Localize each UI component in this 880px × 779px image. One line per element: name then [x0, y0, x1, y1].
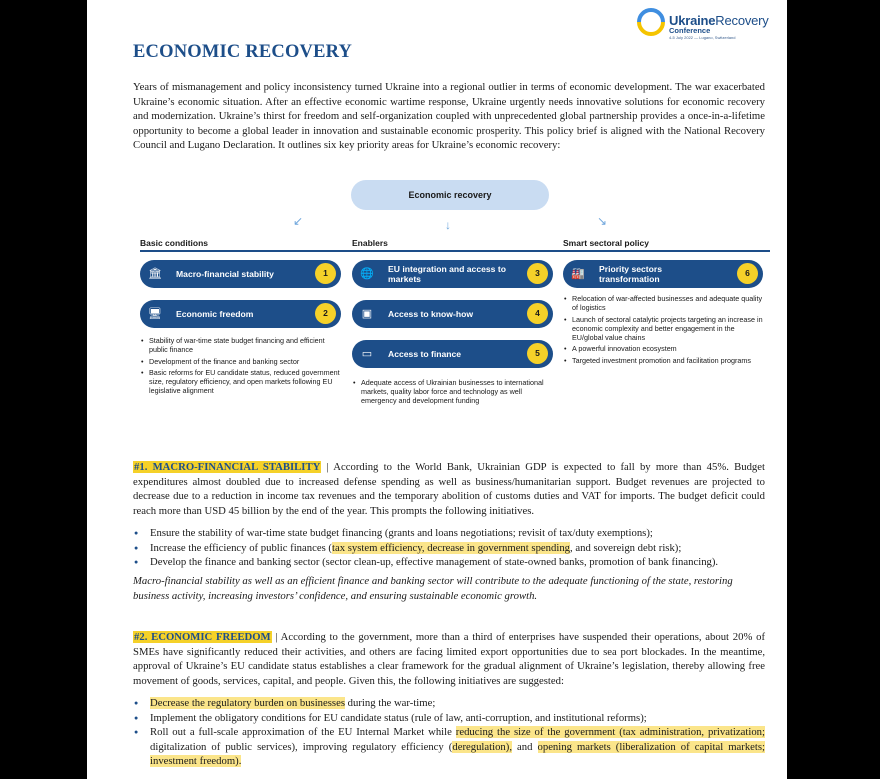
- highlighted-text: reducing the size of the government (tax administration, privatization;: [455, 726, 765, 739]
- list-item: • A powerful innovation ecosystem: [563, 344, 763, 353]
- text-fragment: Roll out a full-scale approximation of the EU Internal Market while: [150, 726, 456, 739]
- pill-access-to-know-how: [352, 300, 553, 328]
- pill-label: Access to know-how: [388, 309, 473, 319]
- section1-bullets: [133, 526, 765, 570]
- list-item: • Stability of war-time state budget financing and efficient public finance: [140, 336, 340, 354]
- arrow-down-icon: ↓: [445, 218, 451, 232]
- column-divider-line: [140, 250, 770, 252]
- list-item: ● Develop the finance and banking sector (sector clean-up, effective management of state-owned banks, promotion of bank financing).: [133, 555, 765, 570]
- section-text: | According to the government, more than a third of enterprises have suspended their operations, about 20% of SMEs have significantly reduced their activities, and others are facing limited export opportunities due to sea port blockades. In the meantime, approval of Ukraine’s EU candidate status establishes a clear framework for the gradual alignment of Ukraine’s legislation, thereby allowing free movement of goods, services, capital, and people. Given this, the following initiatives are suggested:: [133, 631, 766, 687]
- pill-number: 4: [527, 303, 548, 324]
- list-item: [133, 725, 765, 769]
- conference-logo: [635, 6, 775, 44]
- priority-diagram: [135, 178, 775, 428]
- pill-number: 5: [527, 343, 548, 364]
- pill-macro-financial-stability: [140, 260, 341, 288]
- list-item: • Basic reforms for EU candidate status, reduced government size, regulatory efficiency, and open markets following EU legislative alignment: [140, 368, 340, 395]
- column-heading-enablers: Enablers: [352, 238, 388, 248]
- text-fragment: during the war-time;: [344, 697, 436, 709]
- highlighted-text: tax system efficiency, decrease in government spending: [332, 541, 571, 554]
- section-macro-financial-stability: [133, 460, 765, 518]
- list-item: • Adequate access of Ukrainian businesses to international markets, quality labor force and technology as well emergency and development funding: [352, 378, 548, 405]
- pill-economic-freedom: [140, 300, 341, 328]
- pill-number: 2: [315, 303, 336, 324]
- logo-title: UkraineRecovery: [669, 13, 769, 28]
- list-item: • Development of the finance and banking sector: [140, 357, 340, 366]
- smart-sectoral-bullets: [563, 294, 763, 367]
- arrow-down-left-icon: ↙: [293, 214, 304, 228]
- pill-label: Priority sectors transformation: [599, 264, 663, 284]
- factory-icon: 🏭: [571, 268, 585, 280]
- pill-label: Access to finance: [388, 349, 462, 359]
- text-fragment: Increase the efficiency of public finances (: [150, 541, 332, 554]
- logo-date: 4-5 July 2022 — Lugano, Switzerland: [669, 35, 736, 40]
- highlighted-text: Decrease the regulatory burden on businesses: [150, 697, 345, 709]
- section1-conclusion: Macro-financial stability as well as an efficient finance and banking sector will contribute to the adequate functioning of the state, restoring business activity, increasing investors’ confidence, and ensuring sustainable economic growth.: [133, 575, 733, 602]
- section-economic-freedom: [133, 630, 765, 688]
- cash-icon: ▭: [361, 348, 373, 360]
- monitor-icon: 🖥: [148, 308, 162, 320]
- section-tag: #2. ECONOMIC FREEDOM: [134, 631, 271, 643]
- pill-label: Macro-financial stability: [176, 269, 274, 279]
- pill-label: EU integration and access to markets: [388, 264, 506, 284]
- logo-subtitle: Conference: [669, 26, 711, 35]
- arrow-down-right-icon: ↘: [597, 214, 608, 228]
- highlighted-text: opening markets (liberalization of capital markets; investment freedom).: [150, 740, 766, 768]
- section2-bullets: [133, 696, 765, 769]
- text-fragment: and: [512, 740, 538, 753]
- logo-ring-icon: [635, 6, 667, 38]
- pill-number: 3: [527, 263, 548, 284]
- enablers-bullets: [352, 378, 548, 408]
- intro-paragraph: Years of mismanagement and policy inconsistency turned Ukraine into a regional outlier in terms of economic development. The war exacerbated Ukraine’s economic situation. After an effective economic wartime response, Ukraine urgently needs innovative solutions for economic recovery and modernization. Ukraine’s thirst for freedom and self-organization coupled with unprecedented global partnership provides a once-in-a-lifetime opportunity to become a global leader in innovation and sustainable economic prosperity. This policy brief is aligned with the National Recovery Council and Lugano Declaration. It outlines six key priority areas for Ukraine’s economic recovery:: [133, 81, 765, 152]
- basic-conditions-bullets: [140, 336, 340, 398]
- pill-number: 6: [737, 263, 758, 284]
- list-item: ● Ensure the stability of war-time state budget financing (grants and loans negotiations; revisit of tax/duty exemptions);: [133, 526, 765, 541]
- column-heading-smart-sectoral-policy: Smart sectoral policy: [563, 238, 649, 248]
- pill-eu-integration: [352, 260, 553, 288]
- pill-access-to-finance: [352, 340, 553, 368]
- document-page: [87, 0, 787, 779]
- bank-icon: 🏛: [148, 268, 162, 280]
- list-item: ● Implement the obligatory conditions for EU candidate status (rule of law, anti-corruption, and institutional reforms);: [133, 711, 765, 726]
- pill-number: 1: [315, 263, 336, 284]
- highlighted-text: deregulation),: [452, 740, 513, 753]
- text-fragment: , and sovereign debt risk);: [570, 541, 682, 554]
- list-item: • Targeted investment promotion and facilitation programs: [563, 356, 763, 365]
- list-item: • Relocation of war-affected businesses and adequate quality of logistics: [563, 294, 763, 312]
- pill-priority-sectors: [563, 260, 763, 288]
- text-fragment: digitalization of public services), improving regulatory efficiency (: [150, 740, 453, 753]
- economic-recovery-pill: Economic recovery: [351, 180, 549, 210]
- column-heading-basic-conditions: Basic conditions: [140, 238, 209, 248]
- pill-label: Economic freedom: [176, 309, 254, 319]
- globe-icon: 🌐: [360, 268, 374, 280]
- section-text: | According to the World Bank, Ukrainian GDP is expected to fall by more than 45%. Budget expenditures almost doubled due to increased defense spending as well as business/humanitarian support. Budget revenues are projected to decrease due to a reduction in income tax revenues and the temporary abolition of customs duties and VAT for imports. The budget deficit could reach more than USD 45 billion by the end of the year. This prompts the following initiatives.: [133, 461, 765, 517]
- presentation-icon: ▣: [361, 308, 373, 320]
- page-title: ECONOMIC RECOVERY: [133, 42, 353, 62]
- list-item: [133, 541, 765, 556]
- section-tag: #1. MACRO-FINANCIAL STABILITY: [134, 461, 321, 473]
- list-item: • Launch of sectoral catalytic projects targeting an increase in economic complexity and better engagement in the EU/global value chains: [563, 315, 763, 342]
- list-item: [133, 696, 765, 711]
